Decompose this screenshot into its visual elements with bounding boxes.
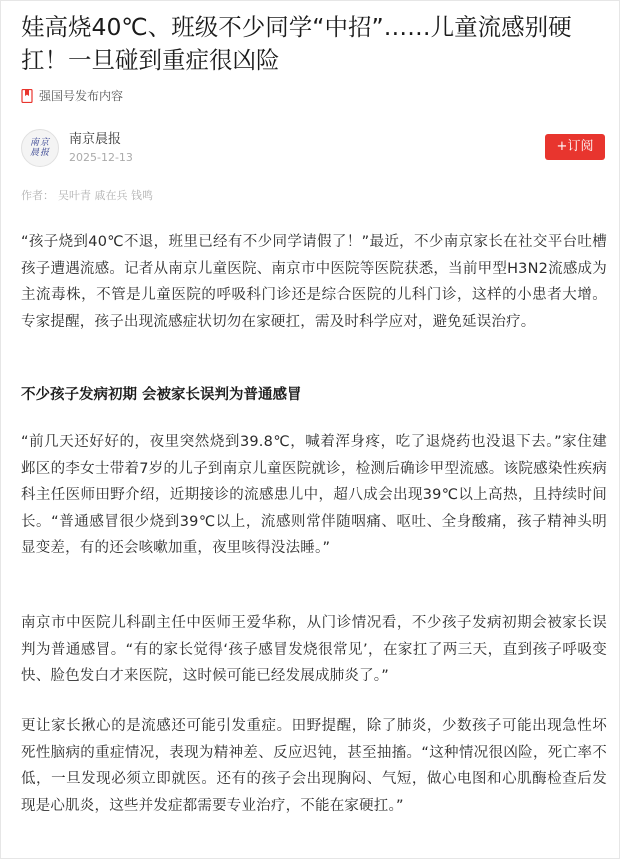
article-paragraph: 南京市中医院儿科副主任中医师王爱华称，从门诊情况看，不少孩子发病初期会被家长误判为普通感冒。“有的家长觉得‘孩子感冒发烧很常见’，在家扛了两三天，直到孩子呼吸变快、脸色发白才来医院，这时候可能已经发展成肺炎了。”: [21, 615, 607, 684]
source-tag: [21, 87, 123, 105]
article-title: 娃高烧40℃、班级不少同学“中招”……儿童流感别硬扛！一旦碰到重症很凶险: [21, 13, 572, 74]
author-line: [21, 189, 153, 203]
article-paragraph: “孩子烧到40℃不退，班里已经有不少同学请假了！”最近，不少南京家长在社交平台吐槽孩子遭遇流感。记者从南京儿童医院、南京市中医院等医院获悉，当前甲型H3N2流感成为主流毒株，不管是儿童医院的呼吸科门诊还是综合医院的儿科门诊，这样的小患者大增。专家提醒，孩子出现流感症状切勿在家硬扛，需及时科学应对，避免延误治疗。: [21, 234, 607, 330]
article-paragraph: “前几天还好好的，夜里突然烧到39.8℃，喊着浑身疼，吃了退烧药也没退下去。”家住建邺区的李女士带着7岁的儿子到南京儿童医院就诊，检测后确诊甲型流感。该院感染性疾病科主任医师田野介绍，近期接诊的流感患儿中，超八成会出现39℃以上高热，且持续时间长。“普通感冒很少烧到39℃以上，流感则常伴随咽痛、呕吐、全身酸痛，孩子精神头明显变差，有的还会咳嗽加重，夜里咳得没法睡。”: [21, 434, 607, 556]
publisher-name[interactable]: 南京晨报: [69, 132, 122, 147]
subscribe-button[interactable]: +订阅: [545, 134, 605, 160]
article-paragraph: 更让家长揪心的是流感还可能引发重症。田野提醒，除了肺炎，少数孩子可能出现急性坏死性脑病的重症情况，表现为精神差、反应迟钝，甚至抽搐。“这种情况很凶险，死亡率不低，一旦发现必须立即就医。还有的孩子会出现胸闷、气短，做心电图和心肌酶检查后发现是心肌炎，这些并发症都需要专业治疗，不能在家硬扛。”: [21, 718, 607, 814]
authors-names: 吴叶青 戚在兵 钱鸣: [58, 189, 153, 202]
publish-date: 2025-12-13: [69, 151, 133, 164]
bookmark-icon: [21, 89, 33, 103]
section-heading: 不少孩子发病初期 会被家长误判为普通感冒: [21, 387, 302, 403]
publisher-logo-text: 南京晨报: [29, 138, 50, 158]
publisher-logo[interactable]: [21, 129, 59, 167]
source-label: 强国号发布内容: [39, 89, 124, 103]
authors-label: 作者：: [21, 189, 54, 202]
publisher-bar: [21, 129, 605, 171]
